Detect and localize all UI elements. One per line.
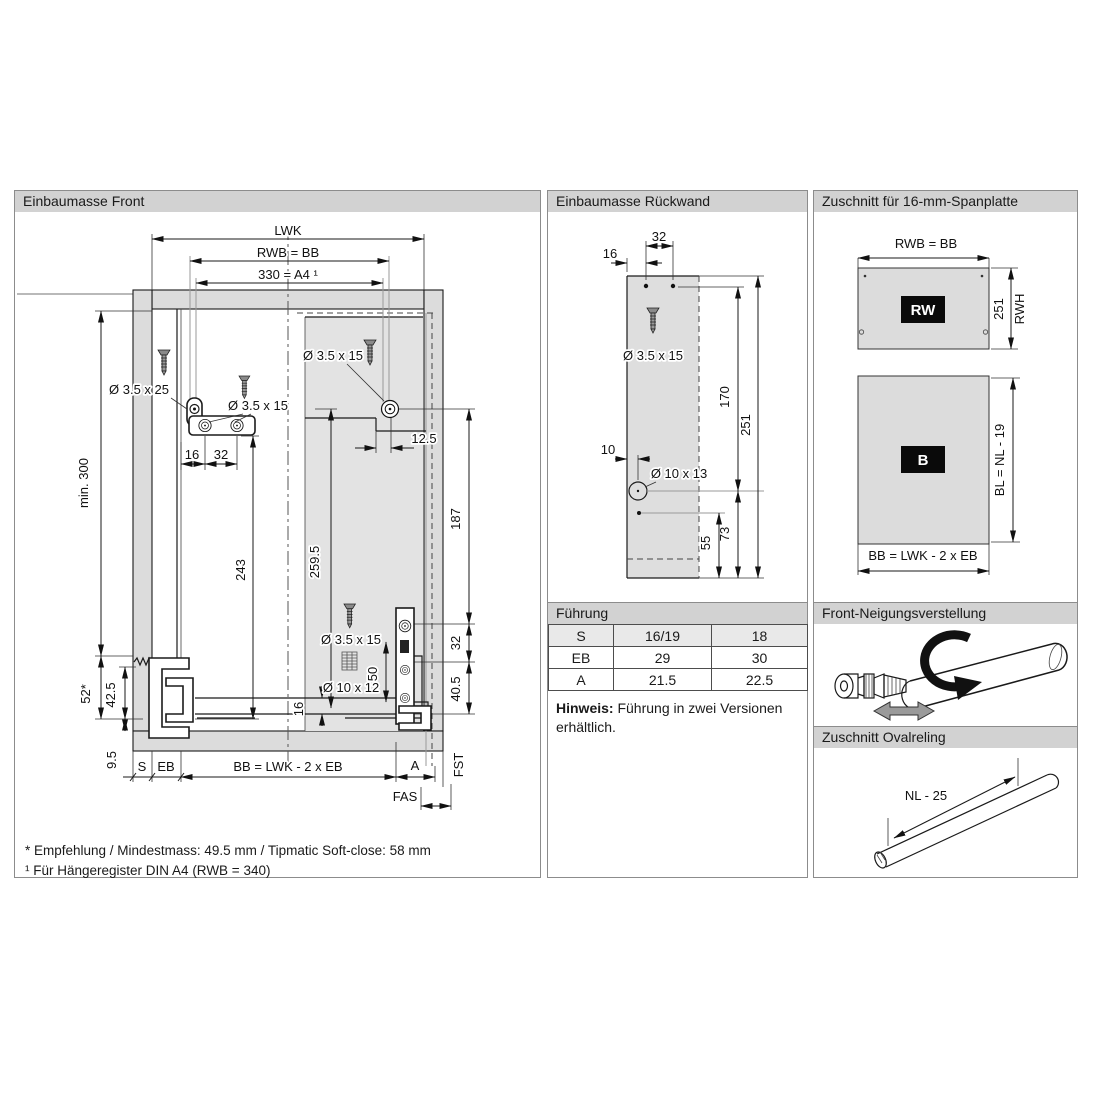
fuehrung-table	[548, 624, 808, 691]
dim-label-9-5: 9.5	[104, 750, 119, 770]
note-text: Führung in zwei Versionen erhältlich.	[556, 700, 783, 735]
oval-railing-rod	[872, 774, 1058, 870]
dim-label-12-5: 12.5	[411, 431, 437, 446]
panel-einbaumasse-front	[14, 190, 541, 878]
adjustment-fitting	[835, 674, 906, 698]
panel-front-header	[15, 191, 540, 212]
dim-label-16-bottom: 16	[291, 701, 306, 717]
dim-label-d10x13: Ø 10 x 13	[650, 466, 708, 481]
cell-a-label: A	[549, 669, 614, 691]
front-footnotes	[25, 841, 431, 881]
panel-front-neigungsverstellung	[813, 602, 1078, 727]
screw-icon	[158, 350, 170, 375]
footnote-recommendation: * Empfehlung / Mindestmass: 49.5 mm / Tipmatic Soft-close: 58 mm	[25, 843, 431, 858]
dim-label-bb-formula: BB = LWK - 2 x EB	[233, 759, 343, 774]
dim-243	[233, 436, 259, 719]
back-panel-plate	[623, 276, 699, 578]
dim-label-32-slide: 32	[448, 635, 463, 651]
slide-arrow-icon	[874, 702, 934, 720]
panel-fuehrung-title: Führung	[556, 605, 609, 621]
b-board	[858, 376, 1020, 575]
cell-eb-v1: 29	[614, 647, 712, 669]
panel-front-title: Einbaumasse Front	[23, 193, 145, 209]
dim-nl-25	[888, 758, 1018, 846]
dim-label-50: 50	[365, 666, 380, 682]
cell-a-v2: 22.5	[712, 669, 808, 691]
panel-rueckwand-title: Einbaumasse Rückwand	[556, 193, 711, 209]
panel-neigung-header	[814, 603, 1077, 624]
dim-label-73: 73	[717, 526, 732, 542]
table-row-a	[549, 669, 808, 691]
neigung-illustration	[814, 624, 1077, 726]
dim-label-16-rw: 16	[602, 246, 618, 261]
dim-left-column	[76, 311, 259, 769]
note-label: Hinweis:	[556, 700, 614, 716]
dim-label-eb: EB	[157, 759, 175, 774]
dim-label-170: 170	[717, 386, 732, 408]
dim-label-251-rw: 251	[738, 414, 753, 436]
dim-label-fas: FAS	[392, 789, 418, 804]
board-label-b: B	[917, 452, 929, 469]
panel-neigung-title: Front-Neigungsverstellung	[822, 605, 987, 621]
dim-label-fst: FST	[451, 752, 466, 778]
rw-board	[858, 236, 1027, 349]
panel-zuschnitt-title: Zuschnitt für 16-mm-Spanplatte	[822, 193, 1019, 209]
dim-label-32-rw: 32	[651, 229, 667, 244]
dim-label-243: 243	[233, 559, 248, 581]
dim-label-259-5: 259.5	[307, 545, 322, 579]
cell-s-v1: 16/19	[614, 625, 712, 647]
dim-label-52: 52*	[78, 684, 93, 704]
panel-zuschnitt-spanplatte	[813, 190, 1078, 603]
dim-label-32-bracket: 32	[213, 447, 229, 462]
panel-fuehrung-header	[548, 603, 807, 624]
panel-ovalreling-title: Zuschnitt Ovalreling	[822, 729, 946, 745]
fuehrung-note	[556, 699, 796, 737]
dim-label-42-5: 42.5	[103, 682, 118, 708]
dim-label-d35x15-front: Ø 3.5 x 15	[303, 348, 363, 363]
board-label-rw: RW	[910, 302, 936, 319]
panel-einbaumasse-rueckwand	[547, 190, 808, 603]
table-row-s	[549, 625, 808, 647]
dim-label-rwh: RWH	[1012, 293, 1027, 325]
panel-ovalreling-header	[814, 727, 1077, 748]
ovalreling-illustration	[814, 748, 1077, 877]
cell-s-label: S	[549, 625, 614, 647]
zuschnitt-drawing	[814, 212, 1077, 602]
dim-label-10: 10	[600, 442, 616, 457]
dim-label-min300: min. 300	[76, 458, 91, 508]
table-row-eb	[549, 647, 808, 669]
dim-label-rwb-bb: RWB = BB	[256, 245, 320, 260]
grid-icon	[342, 652, 357, 670]
dim-label-d10x12: Ø 10 x 12	[322, 680, 380, 695]
footnote-din-a4: ¹ Für Hängeregister DIN A4 (RWB = 340)	[25, 863, 271, 878]
dim-label-lwk: LWK	[274, 223, 302, 238]
dim-label-bb-board: BB = LWK - 2 x EB	[868, 548, 978, 563]
dim-label-55: 55	[698, 535, 713, 551]
cell-a-v1: 21.5	[614, 669, 712, 691]
screw-icon	[239, 376, 250, 399]
dim-label-d35x15-bracket: Ø 3.5 x 15	[228, 398, 288, 413]
panel-rueckwand-header	[548, 191, 807, 212]
panel-fuehrung	[547, 602, 808, 878]
dim-label-d35x25: Ø 3.5 x 25	[109, 382, 169, 397]
dim-label-d35x15-slide: Ø 3.5 x 15	[321, 632, 381, 647]
cell-eb-label: EB	[549, 647, 614, 669]
rueckwand-drawing	[548, 212, 807, 602]
dim-label-187: 187	[448, 508, 463, 530]
dim-label-s: S	[137, 759, 147, 774]
dim-bottom-row	[123, 742, 466, 810]
cell-eb-v2: 30	[712, 647, 808, 669]
dim-label-a: A	[410, 758, 420, 773]
dim-label-bl: BL = NL - 19	[992, 423, 1007, 497]
rotate-arrow-icon	[925, 635, 982, 700]
dim-label-251-board: 251	[991, 298, 1006, 320]
dim-label-40-5: 40.5	[448, 676, 463, 702]
dim-label-d35x15-rw: Ø 3.5 x 15	[623, 348, 683, 363]
dim-label-rwb-bb2: RWB = BB	[894, 236, 958, 251]
dim-label-330-a4: 330 = A4 ¹	[258, 267, 318, 282]
front-panel-edges	[177, 309, 181, 658]
panel-zuschnitt-header	[814, 191, 1077, 212]
cell-s-v2: 18	[712, 625, 808, 647]
dim-label-nl-25: NL - 25	[904, 788, 948, 803]
front-drawing	[15, 212, 540, 827]
panel-zuschnitt-ovalreling	[813, 726, 1078, 878]
dim-label-16-bracket: 16	[184, 447, 200, 462]
